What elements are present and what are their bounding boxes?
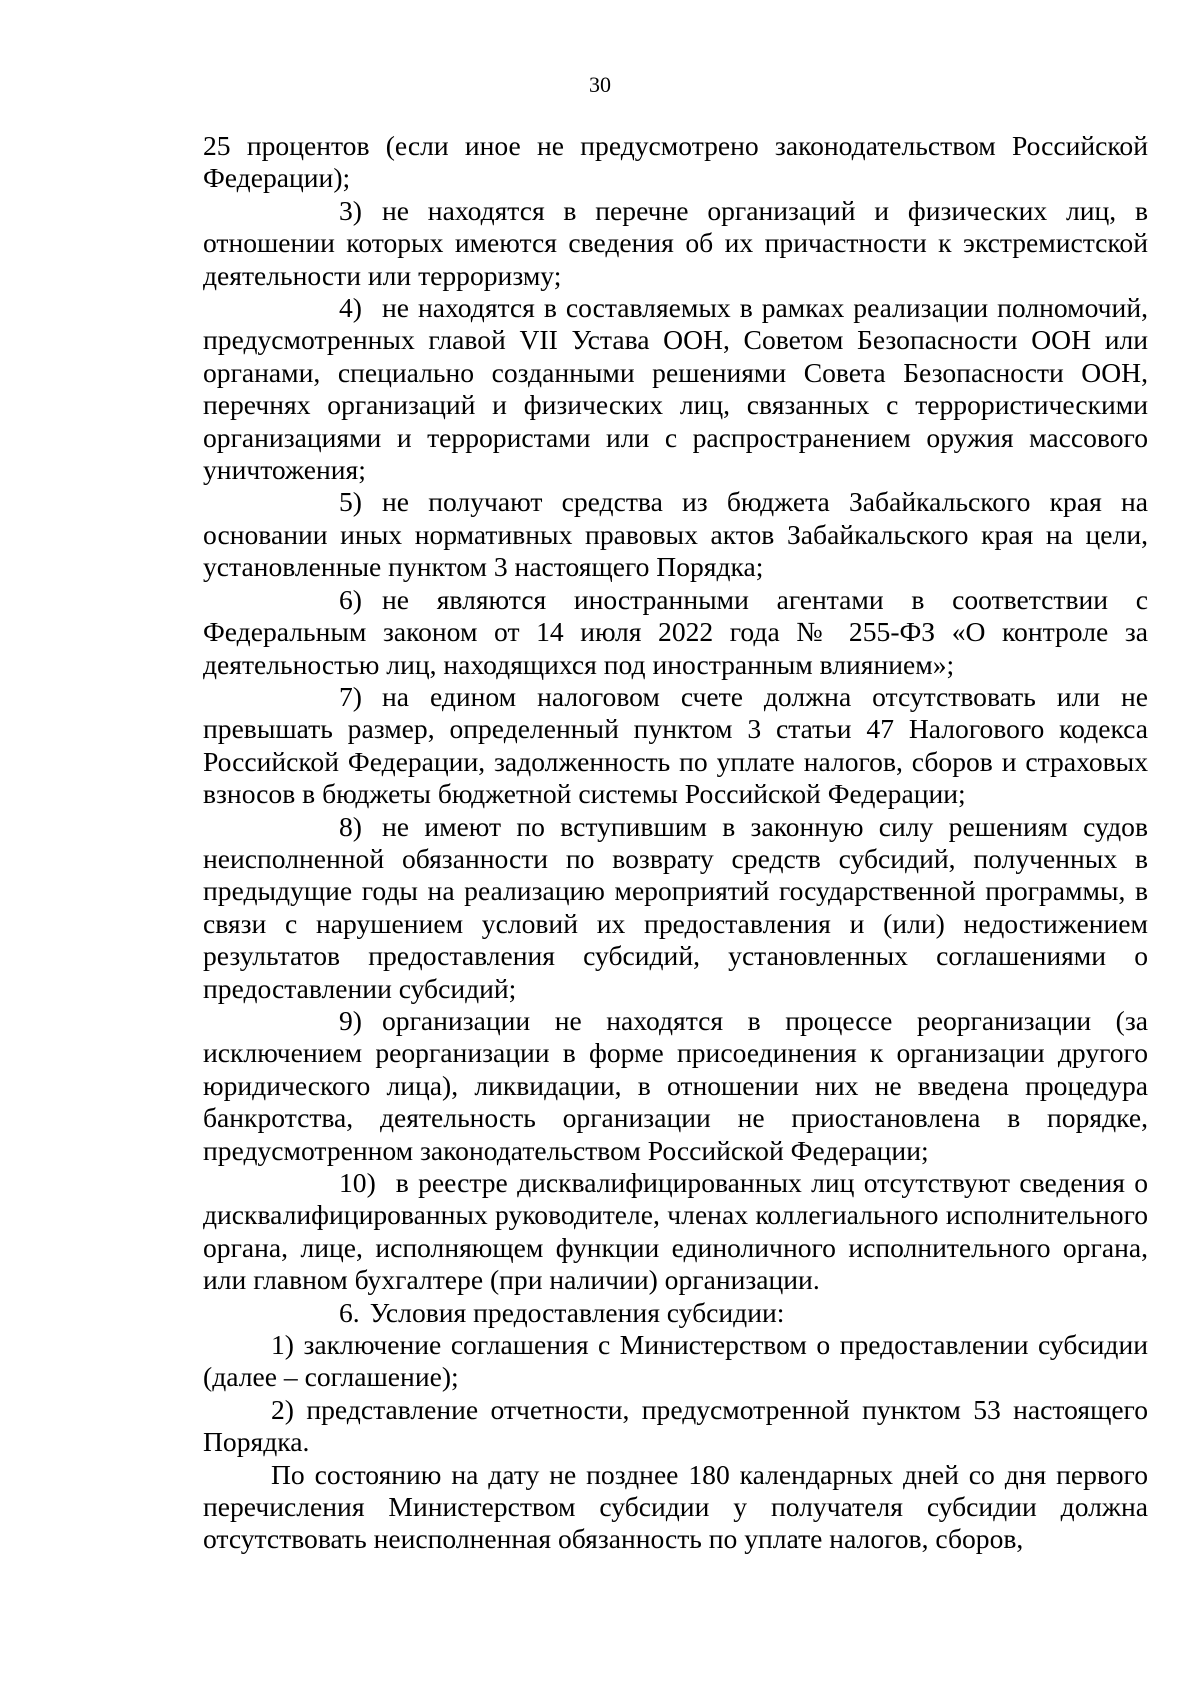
list-item-number: 10) [339, 1167, 376, 1198]
list-item-text: организации не находятся в процессе реорганизации (за исключением реорганизации в форме присоединения к организации другого юридического лица), ликвидации, в отношении них не введена процедура банкротства, деятельность организации не приостановлена в порядке, предусмотренном законодательством Российской Федерации; [203, 1004, 1148, 1166]
condition-item-1 [203, 1329, 1148, 1394]
section-number: 6. [339, 1296, 360, 1328]
list-item-text: на едином налоговом счете должна отсутствовать или не превышать размер, определенный пунктом 3 статьи 47 Налогового кодекса Российской Федерации, задолженность по уплате налогов, сборов и страховых взносов в бюджеты бюджетной системы Российской Федерации; [203, 680, 1148, 810]
list-item-text: в реестре дисквалифицированных лиц отсутствуют сведения о дисквалифицированных руководителе, членах коллегиального исполнительного органа, лице, исполняющем функции единоличного исполнительного органа, или главном бухгалтере (при наличии) организации. [203, 1167, 1148, 1296]
paragraph-continuation [203, 130, 1148, 195]
condition-text: 1) заключение соглашения с Министерством о предоставлении субсидии (далее – соглашение); [203, 1329, 1148, 1393]
list-item-number: 8) [339, 810, 362, 842]
list-item-number: 4) [339, 292, 362, 324]
list-item-text: не являются иностранными агентами в соответствии с Федеральным законом от 14 июля 2022 года № 255-ФЗ «О контроле за деятельностью лиц, находящихся под иностранным влиянием»; [203, 583, 1148, 680]
page-number: 30 [589, 72, 611, 97]
paragraph-text: По состоянию на дату не позднее 180 календарных дней со дня первого перечисления Министерством субсидии у получателя субсидии должна отсутствовать неисполненная обязанность по уплате налогов, сборов, [203, 1458, 1148, 1555]
document-body [203, 130, 1148, 1556]
list-item-10 [203, 1167, 1148, 1297]
list-item-text: не находятся в перечне организаций и физических лиц, в отношении которых имеются сведения об их причастности к экстремистской деятельности или терроризму; [203, 194, 1148, 291]
paragraph-text: 25 процентов (если иное не предусмотрено законодательством Российской Федерации); [203, 130, 1148, 194]
list-item-4 [203, 292, 1148, 486]
list-item-5 [203, 486, 1148, 583]
list-item-8 [203, 811, 1148, 1005]
paragraph-final [203, 1459, 1148, 1556]
condition-item-2 [203, 1394, 1148, 1459]
list-item-number: 5) [339, 486, 362, 518]
list-item-number: 7) [339, 680, 362, 712]
list-item-text: не находятся в составляемых в рамках реализации полномочий, предусмотренных главой VII Устава ООН, Советом Безопасности ООН или органами, специально созданными решениями Совета Безопасности ООН, перечнях организаций и физических лиц, связанных с террористическими организациями и террористами или с распространением оружия массового уничтожения; [203, 292, 1148, 486]
list-item-3 [203, 195, 1148, 292]
section-title: Условия предоставления субсидии: [369, 1296, 785, 1328]
list-item-7 [203, 681, 1148, 811]
list-item-number: 3) [339, 194, 362, 226]
section-heading-6 [203, 1297, 1148, 1329]
list-item-9 [203, 1005, 1148, 1167]
list-item-text: не имеют по вступившим в законную силу решениям судов неисполненной обязанности по возврату средств субсидий, полученных в предыдущие годы на реализацию мероприятий государственной программы, в связи с нарушением условий их предоставления и (или) недостижением результатов предоставления субсидий, установленных соглашениями о предоставлении субсидий; [203, 810, 1148, 1004]
list-item-text: не получают средства из бюджета Забайкальского края на основании иных нормативных правовых актов Забайкальского края на цели, установленные пунктом 3 настоящего Порядка; [203, 486, 1148, 583]
list-item-number: 9) [339, 1004, 362, 1036]
list-item-6 [203, 584, 1148, 681]
condition-text: 2) представление отчетности, предусмотренной пунктом 53 настоящего Порядка. [203, 1393, 1148, 1458]
list-item-number: 6) [339, 583, 362, 615]
